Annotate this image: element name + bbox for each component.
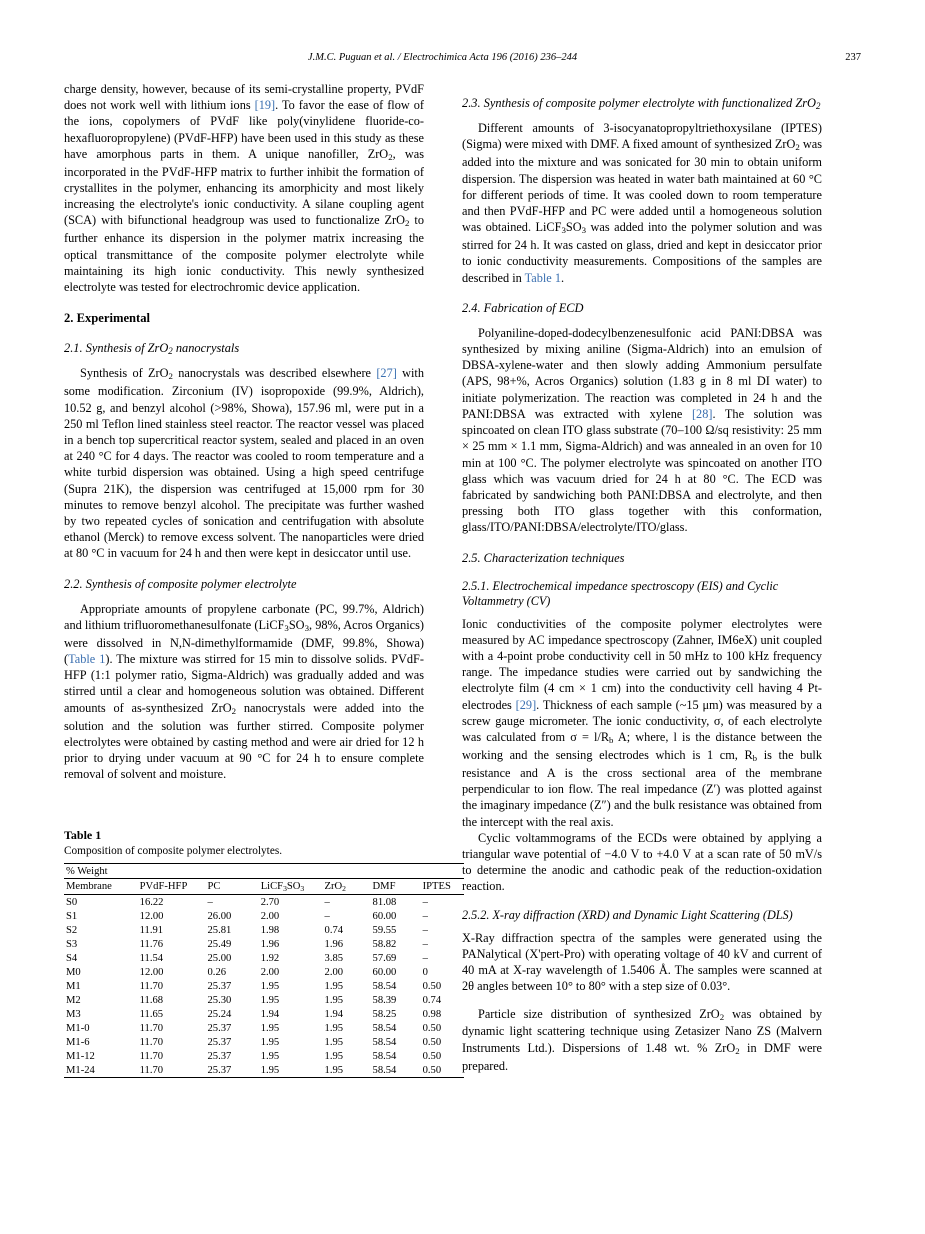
zro2-text-b: nanocrystals was described elsewhere <box>172 366 377 381</box>
table-cell: – <box>323 895 371 910</box>
section-heading-2-4: 2.4. Fabrication of ECD <box>462 300 584 315</box>
paragraph-zro2-synthesis <box>64 365 424 561</box>
running-head-citation: J.M.C. Puguan et al. / Electrochimica Acta 196 (2016) 236–244 <box>307 52 578 63</box>
table-row <box>64 1035 464 1049</box>
table-cell: 58.39 <box>372 994 397 1006</box>
table-cell: 58.54 <box>372 1036 397 1048</box>
paragraph-xrd: X-Ray diffraction spectra of the samples were generated using the PANalytical (X'pert-Pro) with operating voltage of 40 kV and current of 40 mA at X-ray wavelength of 1.5406 Å. The samples were scanned at 2θ angles between 10° to 80° with a step size of 0.03°. <box>462 930 822 994</box>
zro2-subscript: 2 <box>388 152 393 163</box>
table-cell: 12.00 <box>139 910 164 922</box>
table-col-iptes: IPTES <box>421 879 464 895</box>
section-heading-2-2: 2.2. Synthesis of composite polymer electrolyte <box>64 576 297 591</box>
intro-text-d: to further enhance its dispersion in the polymer matrix increasing the optical transmittance of the composite polymer electrolyte while maintaining its high ionic conductivity. This newly synthesized electrolyte was tested for electrochromic device application. <box>64 213 424 294</box>
table-cell: 1.95 <box>260 1050 280 1062</box>
table-cell: 11.68 <box>139 994 164 1006</box>
table-cell: 11.54 <box>139 952 164 964</box>
paragraph-dls <box>462 1006 822 1074</box>
table-cell: 25.24 <box>207 1008 232 1020</box>
table-row <box>64 993 464 1007</box>
table-cell: 1.95 <box>323 1063 371 1078</box>
table-cell: S3 <box>66 938 78 950</box>
table-cell: 0.26 <box>207 966 227 978</box>
table-cell: 59.55 <box>372 924 397 936</box>
eis-text-c: A; where, l is the distance between the working and the sensing electrodes which is 1 cm, R <box>462 730 822 763</box>
ecd-text-a: Polyaniline-doped-dodecylbenzenesulfonic acid PANI:DBSA was synthesized by mixing aniline (Sigma-Aldrich) into an emulsion of DBSA-xylene-water and then slowly adding Ammonium persulfate (APS, 98+%, Acros Organics) solution (1.83 g in 8 ml DI water) to initiate polymerization. The reaction was completed in 24 h and the PANI:DBSA was extracted with xylene <box>462 325 822 421</box>
table-col-pvdf-hfp: PVdF-HFP <box>138 879 206 895</box>
table-cell: M1-24 <box>64 1063 138 1078</box>
table-cell: M1 <box>66 980 81 992</box>
table-cell: 11.70 <box>139 1036 164 1048</box>
table-row <box>64 1007 464 1021</box>
zro2-subscript: 2 <box>795 142 800 153</box>
rb-subscript: b <box>752 753 758 764</box>
table-cell: 0.50 <box>421 1063 464 1078</box>
table-cell: 25.37 <box>207 980 232 992</box>
table-cell: 16.22 <box>138 895 206 910</box>
zro2-subscript: 2 <box>405 218 410 229</box>
table-cell: 0.98 <box>422 1008 442 1020</box>
table-cell: 25.49 <box>207 938 232 950</box>
dls-text-c: in DMF were prepared. <box>462 1040 822 1073</box>
cpe-text-c: , 98%, Acros Organics) were dissolved in N,N-dimethylformamide (DMF, 99.8%, Showa) ( <box>64 617 424 667</box>
table-cell: M1-6 <box>66 1036 90 1048</box>
table-cell: S4 <box>66 952 78 964</box>
table-col-membrane: Membrane <box>64 879 138 895</box>
dls-text-a: Particle size distribution of synthesized ZrO <box>478 1006 720 1021</box>
citation-27[interactable]: [27] <box>376 366 397 381</box>
table-row <box>64 937 464 951</box>
table-cell: 60.00 <box>372 910 397 922</box>
table-cell: M1-12 <box>66 1050 95 1062</box>
table-row <box>64 1063 464 1078</box>
section-heading-2-1-b: nanocrystals <box>172 341 240 356</box>
table-cell: 1.95 <box>259 1063 323 1078</box>
table-cell: 58.54 <box>372 980 397 992</box>
table-row <box>64 1049 464 1063</box>
zro2-subscript: 2 <box>735 1045 740 1056</box>
table-1-block <box>64 828 464 1078</box>
zro2-subscript: 2 <box>719 1011 725 1022</box>
table-cell: 1.95 <box>260 1022 280 1034</box>
paragraph-cv: Cyclic voltammograms of the ECDs were obtained by applying a triangular wave potential of −4.0 V to +4.0 V at a scan rate of 50 mV/s to determine the anodic and cathodic peak of the reduction-oxidation reaction. <box>462 830 822 894</box>
table-cell: 25.81 <box>207 924 232 936</box>
table-cell: M1-0 <box>66 1022 90 1034</box>
table-cell: 25.30 <box>207 994 232 1006</box>
table-cell: – <box>422 952 428 964</box>
table-cell: 0 <box>422 966 428 978</box>
table-1-caption: Composition of composite polymer electrolytes. <box>64 845 283 858</box>
licf3so3-subscript-3b: 3 <box>304 623 309 634</box>
table-cell: 1.92 <box>260 952 280 964</box>
table-cell: – <box>324 910 330 922</box>
func-text-d: was added into the polymer solution and was stirred for 24 h. It was casted on glass, dried and kept in desiccator prior to ionic conductivity measurements. Compositions of the samples are described in <box>462 220 822 285</box>
table-cell: 1.94 <box>324 1008 344 1020</box>
func-text-b: was added into the mixture and was sonicated for 30 min to obtain uniform dispersion. The dispersion was heated in water bath maintained at 60 °C for different periods of time. It was cooled down to room temperature and then PVdF-HFP and PC were added until a homogeneous solution was obtained. LiCF <box>462 137 822 235</box>
eis-text-d: is the bulk resistance and A is the cross sectional area of the membrane perpendicular to ion flow. The real impedance (Z′) was plotted against the imaginary impedance (Z″) and the bulk resistance was obtained from the intercept with the real axis. <box>462 748 823 829</box>
zro2-text-c: with some modification. Zirconium (IV) isopropoxide (99.9%, Aldrich), 10.52 g, and benzyl alcohol (>98%, Showa), 157.96 ml, were put in a 250 ml Teflon lined stainless steel reactor. The reactor vessel was placed in a bench top supercritical reactor system, sealed and placed in an oven at 240 °C for 4 days. The reactor was cooled to room temperature and a white turbid dispersion was obtained. Using a high speed centrifuge (Supra 21K), the dispersion was centrifuged at 15,000 rpm for 30 minutes to remove benzyl alcohol. The precipitate was further washed by two repeated cycles of sonication and centrifugation with absolute ethanol (Merck) to remove excess solvent. The nanoparticles were dried at 80 °C in vacuum for 24 h and then were kept in desiccator until use. <box>64 366 424 561</box>
table-cell: – <box>421 895 464 910</box>
eis-text-a: Ionic conductivities of the composite polymer electrolytes were measured by AC impedance spectroscopy (Zahner, IM6eX) unit coupled with a 4-point probe conductivity cell in 50 mHz to 100 kHz frequency range. The impedance studies were carried out by sandwiching the electrolyte film (4 cm × 1 cm) into the conductivity cell having 4 Pt-electrodes <box>462 616 822 712</box>
citation-19[interactable]: [19] <box>254 98 276 113</box>
section-heading-2-5: 2.5. Characterization techniques <box>462 550 625 565</box>
citation-28[interactable]: [28] <box>691 406 713 421</box>
table-cell: 2.00 <box>324 966 344 978</box>
table-row <box>64 909 464 923</box>
table-cell: 1.95 <box>324 1036 344 1048</box>
paragraph-functionalized-zro2 <box>462 120 822 286</box>
table-cell: 12.00 <box>139 966 164 978</box>
table-cell: 0.50 <box>422 1050 442 1062</box>
licf3so3-subscript-3a: 3 <box>561 225 566 236</box>
section-heading-2-1-a: 2.1. Synthesis of ZrO <box>64 341 169 356</box>
page-number: 237 <box>845 52 861 63</box>
running-head <box>64 52 861 63</box>
table-cell: 0.50 <box>422 1036 442 1048</box>
func-text-e: . <box>560 270 565 285</box>
table-cell: – <box>422 910 428 922</box>
table-cell: 58.54 <box>372 1050 397 1062</box>
table-1-link[interactable]: Table 1 <box>524 270 561 285</box>
zro2-subscript: 2 <box>168 371 173 382</box>
table-row <box>64 1021 464 1035</box>
table-cell: 11.70 <box>139 1022 164 1034</box>
table-1-link[interactable]: Table 1 <box>68 652 106 667</box>
section-heading-2-1 <box>64 341 424 356</box>
table-cell: 1.95 <box>324 994 344 1006</box>
intro-text-b: . To favor the ease of flow of the ions, copolymers of PVdF like poly(vinylidene fluoride-co-hexafluoropropylene) (PVdF-HFP) have been used in this study as these have amorphous parts in them. A unique nanofiller, ZrO <box>64 98 424 161</box>
table-cell: 58.82 <box>372 938 397 950</box>
table-col-pc: PC <box>206 879 259 895</box>
table-cell: 25.37 <box>207 1022 232 1034</box>
table-cell: 1.95 <box>324 980 344 992</box>
table-1 <box>64 863 464 1078</box>
table-col-zro2: ZrO$_2$ <box>323 879 371 895</box>
table-cell: 81.08 <box>371 895 421 910</box>
table-cell: 2.00 <box>260 966 280 978</box>
table-cell: – <box>206 895 259 910</box>
table-cell: 25.37 <box>207 1050 232 1062</box>
table-cell: 58.54 <box>371 1063 421 1078</box>
paragraph-eis <box>462 616 822 830</box>
table-cell: 0.50 <box>422 1022 442 1034</box>
left-column <box>64 81 451 1078</box>
section-heading-2-5-2: 2.5.2. X-ray diffraction (XRD) and Dynamic Light Scattering (DLS) <box>462 907 793 922</box>
ecd-text-b: . The solution was spincoated on clean ITO glass substrate (70–100 Ω/sq resistivity: 25 mm × 25 mm × 1.1 mm, Sigma-Aldrich) and was annealed in an oven for 10 min at 100 °C. The polymer electrolyte was spincoated on another ITO glass which was vacuum dried for 24 h at 80 °C. The ECD was fabricated by sandwiching both PANI:DBSA and electrolyte, and then pressing both ITO glass together with this conformation, glass/ITO/PANI:DBSA/electrolyte/ITO/glass. <box>462 406 822 535</box>
zro2-subscript: 2 <box>816 101 821 112</box>
table-row <box>64 923 464 937</box>
table-cell: 58.54 <box>372 1022 397 1034</box>
citation-29[interactable]: [29] <box>515 697 537 712</box>
table-cell: M0 <box>66 966 81 978</box>
table-cell: M3 <box>66 1008 81 1020</box>
table-cell: – <box>422 938 428 950</box>
table-cell: 26.00 <box>207 910 232 922</box>
zro2-subscript: 2 <box>231 705 236 716</box>
cpe-text-b: SO <box>288 617 305 632</box>
table-cell: 58.25 <box>372 1008 397 1020</box>
table-cell: 25.37 <box>206 1063 259 1078</box>
table-cell: 1.95 <box>324 1050 344 1062</box>
table-cell: 25.00 <box>207 952 232 964</box>
table-cell: 25.37 <box>207 1036 232 1048</box>
table-row <box>64 965 464 979</box>
section-heading-2-3 <box>462 96 822 111</box>
table-cell: 11.70 <box>139 1050 164 1062</box>
table-cell: 2.70 <box>259 895 323 910</box>
table-cell: 1.95 <box>260 1036 280 1048</box>
eis-text-b: . Thickness of each sample (~15 μm) was measured by a screw gauge micrometer. The ionic conductivity, σ, of each electrolyte was calculated from σ = l/R <box>462 697 823 745</box>
table-body <box>64 895 464 1078</box>
zro2-text-a: Synthesis of ZrO <box>80 366 169 381</box>
two-column-body <box>64 81 861 1078</box>
table-cell: M2 <box>66 994 81 1006</box>
table-group-header: % Weight <box>64 864 464 879</box>
table-row <box>64 979 464 993</box>
table-row <box>64 951 464 965</box>
table-1-label: Table 1 <box>64 828 102 843</box>
table-cell: 1.98 <box>260 924 280 936</box>
cpe-text-d: ). The mixture was stirred for 15 min to dissolve solids. PVdF-HFP (1:1 polymer ratio, Sigma-Aldrich) was gradually added and was stirred until a clear and homogeneous solution was obtained. Different amounts of as-synthesized ZrO <box>64 652 424 715</box>
section-heading-2: 2. Experimental <box>64 311 151 326</box>
section-heading-2-3-a: 2.3. Synthesis of composite polymer electrolyte with functionalized ZrO <box>462 96 816 110</box>
paragraph-ecd-fabrication <box>462 325 822 536</box>
table-cell: 57.69 <box>372 952 397 964</box>
table-row <box>64 895 464 910</box>
table-cell: 1.95 <box>324 1022 344 1034</box>
table-cell: – <box>422 924 428 936</box>
paragraph-intro-continued <box>64 81 424 295</box>
zro2-subscript: 2 <box>168 346 173 357</box>
table-group-header-row <box>64 864 464 879</box>
right-column <box>462 81 822 1074</box>
table-header-row <box>64 879 464 895</box>
section-heading-2-5-1: 2.5.1. Electrochemical impedance spectroscopy (EIS) and Cyclic Voltammetry (CV) <box>462 578 779 608</box>
table-cell: 60.00 <box>372 966 397 978</box>
intro-text-c: , was incorporated in the PVdF-HFP matrix to further inhibit the formation of crystallites in the polymer, enhancing its amorphicity and most likely increasing the electrolyte's ionic conductivity. A silane coupling agent (SCA) with bifunctional headgroup was used to functionalize ZrO <box>64 146 424 228</box>
table-cell: 1.96 <box>260 938 280 950</box>
table-cell: 1.96 <box>324 938 344 950</box>
table-cell: 1.95 <box>260 994 280 1006</box>
table-cell: S1 <box>66 910 78 922</box>
cpe-text-e: nanocrystals were added into the solution and the solution was further stirred. Composite polymer electrolytes were obtained by casting method and were air dried for 12 h prior to drying under vacuum at 90 °C for 24 h to ensure complete removal of solvent and moisture. <box>64 700 424 782</box>
table-cell: 1.95 <box>260 980 280 992</box>
paragraph-cpe-synthesis <box>64 601 424 783</box>
licf3so3-subscript-3a: 3 <box>284 623 289 634</box>
table-cell: 1.94 <box>260 1008 280 1020</box>
func-text-c: SO <box>565 220 582 235</box>
rb-subscript: b <box>609 735 614 746</box>
table-cell: 11.65 <box>139 1008 164 1020</box>
table-cell: 3.85 <box>324 952 344 964</box>
table-cell: 11.70 <box>139 980 164 992</box>
table-col-licf3so3: $LiCF_3SO_3$ <box>259 879 323 895</box>
cpe-text-a: Appropriate amounts of propylene carbonate (PC, 99.7%, Aldrich) and lithium trifluoromethanesulfonate (LiCF <box>64 601 424 632</box>
dls-text-b: was obtained by dynamic light scattering technique using Zetasizer Nano ZS (Malvern Instruments Ltd.). Dispersions of 1.48 wt. % ZrO <box>462 1006 822 1055</box>
table-cell: 11.70 <box>138 1063 206 1078</box>
table-cell: 2.00 <box>260 910 280 922</box>
table-cell: 0.74 <box>422 994 442 1006</box>
table-col-dmf: DMF <box>371 879 421 895</box>
licf3so3-subscript-3b: 3 <box>581 225 587 236</box>
table-cell: 0.74 <box>324 924 344 936</box>
table-cell: 11.91 <box>139 924 164 936</box>
func-text-a: Different amounts of 3-isocyanatopropyltriethoxysilane (IPTES) (Sigma) were mixed with DMF. A fixed amount of synthesized ZrO <box>462 121 822 152</box>
table-cell: S2 <box>66 924 78 936</box>
intro-text-a: charge density, however, because of its semi-crystalline property, PVdF does not work well with lithium ions <box>64 82 424 113</box>
table-cell: S0 <box>64 895 138 910</box>
table-cell: 11.76 <box>139 938 164 950</box>
table-cell: 0.50 <box>422 980 442 992</box>
